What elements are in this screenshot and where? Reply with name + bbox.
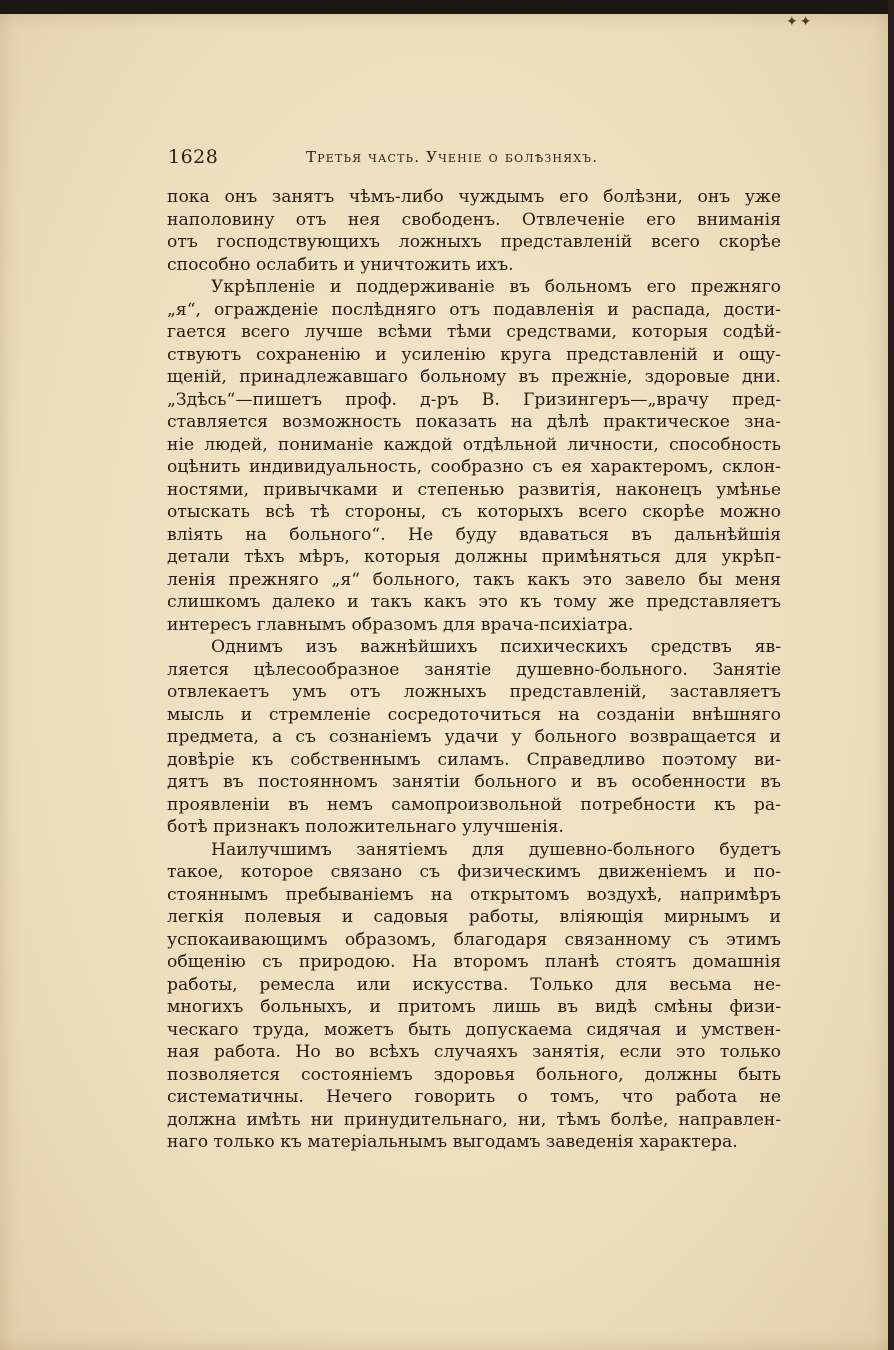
text-line: общенію съ природою. На второмъ планѣ стоятъ домашнія <box>167 952 781 972</box>
page-number: 1628 <box>168 146 219 168</box>
text-line: гается всего лучше всѣми тѣми средствами, которыя содѣй- <box>167 322 781 342</box>
text-line: систематичны. Нечего говорить о томъ, что работа не <box>167 1087 781 1107</box>
text-line: наго только къ матеріальнымъ выгодамъ заведенія характера. <box>167 1132 738 1152</box>
paragraph <box>167 276 781 636</box>
text-line: ностями, привычками и степенью развитія, наконецъ умѣнье <box>167 479 781 500</box>
text-line: многихъ больныхъ, и притомъ лишь въ видѣ смѣны физи- <box>167 997 781 1017</box>
text-line: „Здѣсь“—пишетъ проф. д-ръ В. Гризингеръ—„врачу пред- <box>167 389 781 410</box>
body-text <box>167 186 781 1154</box>
text-line: легкія полевыя и садовыя работы, вліяющія мирнымъ и <box>167 907 781 927</box>
paragraph <box>167 186 781 276</box>
text-line: стояннымъ пребываніемъ на открытомъ воздухѣ, напримѣръ <box>167 884 781 905</box>
text-line: слишкомъ далеко и такъ какъ это къ тому же представляетъ <box>167 592 781 612</box>
text-line: позволяется состояніемъ здоровья больного, должны быть <box>167 1064 781 1085</box>
text-line: ная работа. Но во всѣхъ случаяхъ занятія, если это только <box>167 1042 781 1062</box>
text-line: такое, которое связано съ физическимъ движеніемъ и по- <box>167 862 781 882</box>
text-line: Наилучшимъ занятіемъ для душевно-больного будетъ <box>211 839 781 860</box>
text-line: пока онъ занятъ чѣмъ-либо чуждымъ его болѣзни, онъ уже <box>167 187 781 207</box>
text-line: мысль и стремленіе сосредоточиться на созданіи внѣшняго <box>167 704 781 725</box>
text-line: отвлекаетъ умъ отъ ложныхъ представленій, заставляетъ <box>167 682 781 702</box>
text-line: ботѣ признакъ положительнаго улучшенія. <box>167 817 564 837</box>
text-line: предмета, а съ сознаніемъ удачи у больного возвращается и <box>167 727 781 747</box>
book-page <box>0 14 888 1350</box>
running-head: Третья часть. Ученіе о болѣзняхъ. <box>306 148 599 166</box>
text-line: ствуютъ сохраненію и усиленію круга представленій и ощу- <box>167 344 781 365</box>
text-line: „я“, огражденіе послѣдняго отъ подавленія и распада, дости- <box>167 299 781 320</box>
text-line: ленія прежняго „я“ больного, такъ какъ это завело бы меня <box>167 569 781 590</box>
text-line: дятъ въ постоянномъ занятіи больного и въ особенности въ <box>167 772 781 792</box>
text-line: ніе людей, пониманіе каждой отдѣльной личности, способность <box>167 434 781 455</box>
page-edge <box>888 0 894 1350</box>
text-line: должна имѣть ни принудительнаго, ни, тѣмъ болѣе, направлен- <box>167 1109 781 1130</box>
page-header <box>168 142 780 172</box>
text-line: ставляется возможность показать на дѣлѣ практическое зна- <box>167 412 781 432</box>
paragraph <box>167 839 781 1154</box>
text-line: интересъ главнымъ образомъ для врача-психіатра. <box>167 614 634 635</box>
text-line: работы, ремесла или искусства. Только для весьма не- <box>167 974 781 995</box>
text-line: ляется цѣлесообразное занятіе душевно-больного. Занятіе <box>167 659 781 680</box>
text-line: отъ господствующихъ ложныхъ представленій всего скорѣе <box>167 232 781 252</box>
text-line: наполовину отъ нея свободенъ. Отвлеченіе его вниманія <box>167 209 781 230</box>
text-line: довѣріе къ собственнымъ силамъ. Справедливо поэтому ви- <box>167 749 781 770</box>
text-line: Однимъ изъ важнѣйшихъ психическихъ средствъ яв- <box>211 637 781 657</box>
text-line: детали тѣхъ мѣръ, которыя должны примѣняться для укрѣп- <box>167 547 781 567</box>
text-line: отыскать всѣ тѣ стороны, съ которыхъ всего скорѣе можно <box>167 502 781 522</box>
text-line: успокаивающимъ образомъ, благодаря связанному съ этимъ <box>167 929 781 950</box>
paragraph <box>167 636 781 839</box>
text-line: вліять на больного“. Не буду вдаваться въ дальнѣйшія <box>167 524 781 545</box>
text-line: способно ослабить и уничтожить ихъ. <box>167 254 514 275</box>
text-line: ческаго труда, можетъ быть допускаема сидячая и умствен- <box>167 1019 781 1040</box>
text-line: оцѣнить индивидуальность, сообразно съ ея характеромъ, склон- <box>167 457 781 477</box>
binding-mark: ✦✦ <box>786 14 814 30</box>
text-line: щеній, принадлежавшаго больному въ прежніе, здоровые дни. <box>167 367 781 387</box>
text-line: проявленіи въ немъ самопроизвольной потребности къ ра- <box>167 794 781 815</box>
text-line: Укрѣпленіе и поддерживаніе въ больномъ его прежняго <box>211 277 781 297</box>
